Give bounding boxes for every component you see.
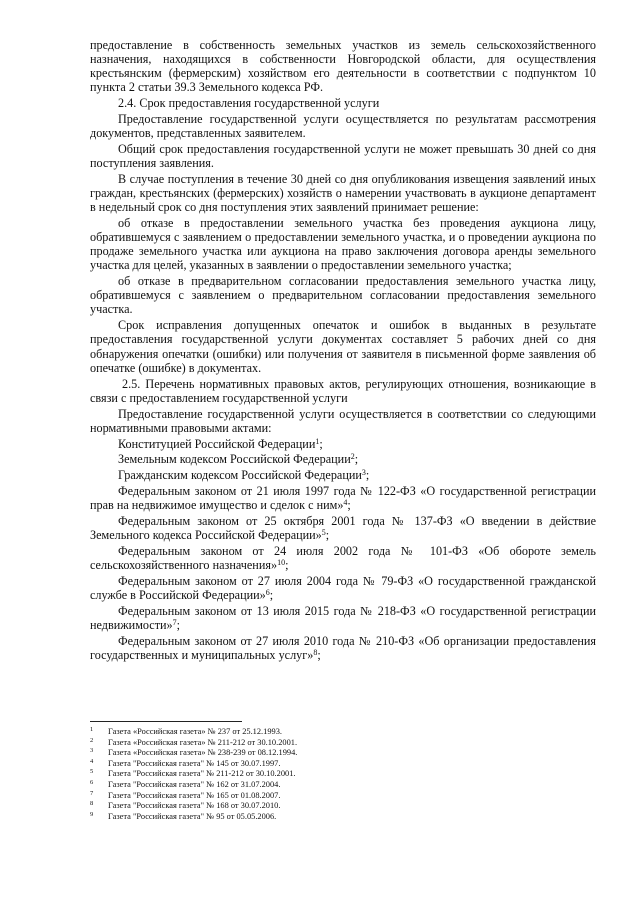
footnote-ref[interactable]: 8 <box>313 648 318 658</box>
footnote-ref[interactable]: 3 <box>361 468 366 478</box>
footnote <box>90 801 420 812</box>
legal-act-item: Гражданским кодексом Российской Федерации$^3$; <box>118 468 370 483</box>
legal-act-item: Конституцией Российской Федерации$^1$; <box>118 436 323 451</box>
section-heading: 2.5. Перечень нормативных правовых актов, регулирующих отношения, возникающие в связи с предоставлением государственной услуги <box>90 376 596 405</box>
footnote-ref[interactable]: 6 <box>265 588 270 598</box>
legal-act-item: Федеральным законом от 27 июля 2004 года № 79-ФЗ «О государственной гражданской службе в Российской Федерации»$^6$; <box>90 574 596 603</box>
footnote-number: 9 <box>90 810 94 818</box>
footnote <box>90 780 420 791</box>
footnote-number: 2 <box>90 736 94 744</box>
paragraph: Предоставление государственной услуги осуществляется в соответствии со следующими нормативными правовыми актами: <box>90 406 596 435</box>
paragraph: Предоставление государственной услуги осуществляется по результатам рассмотрения документов, представленных заявителем. <box>90 112 596 141</box>
footnote-ref[interactable]: 5 <box>321 528 326 538</box>
legal-act-item: Земельным кодексом Российской Федерации$^2$; <box>118 452 359 467</box>
footnote-text: Газета «Российская газета» № 237 от 25.12.1993. <box>108 727 282 736</box>
footnote-text: Газета "Российская газета" № 95 от 05.05.2006. <box>108 811 277 821</box>
legal-act-item: Федеральным законом от 13 июля 2015 года № 218-ФЗ «О государственной регистрации недвижимости»$^7$; <box>90 604 596 633</box>
footnote <box>90 812 420 823</box>
footnote-text: Газета "Российская газета" № 165 от 01.08.2007. <box>108 790 281 800</box>
footnote <box>90 727 420 738</box>
footnote-text: Газета "Российская газета" № 168 от 30.07.2010. <box>108 801 281 811</box>
legal-act-item: Федеральным законом от 21 июля 1997 года № 122-ФЗ «О государственной регистрации прав на недвижимое имущество и сделок с ним»$^4$; <box>90 484 596 513</box>
legal-act-item: Федеральным законом от 25 октября 2001 года № 137-ФЗ «О введении в действие Земельного кодекса Российской Федерации»$^5$; <box>90 514 596 543</box>
paragraph: Срок исправления допущенных опечаток и ошибок в выданных в результате предоставления государственной услуги документах составляет 5 рабочих дней со дня обнаружения опечатки (ошибки) или получения от заявителя в письменной форме заявления об опечатке (ошибке) в документах. <box>90 318 596 375</box>
footnote-ref[interactable]: 4 <box>343 498 348 508</box>
footnote-ref[interactable]: 1 <box>315 436 320 446</box>
footnote <box>90 791 420 802</box>
footnote-ref[interactable]: 7 <box>172 618 177 628</box>
footnote-number: 1 <box>90 726 94 733</box>
footnote <box>90 748 420 759</box>
list-item: об отказе в предоставлении земельного участка без проведения аукциона лицу, обратившемуся с заявлением о предоставлении земельного участка, и о проведении аукциона по продаже земельного участка или аукциона на право заключения договора аренды земельного участка для целей, указанных в заявлении о предоставлении земельного участка; <box>90 216 596 273</box>
footnote-number: 6 <box>90 778 94 786</box>
document-body <box>90 38 596 664</box>
footnotes-list <box>90 727 420 822</box>
footnote <box>90 759 420 770</box>
footnote-text: Газета «Российская газета» № 238-239 от 08.12.1994. <box>108 748 298 758</box>
footnote-number: 3 <box>90 747 94 755</box>
paragraph: предоставление в собственность земельных участков из земель сельскохозяйственного назначения, находящихся в собственности Новгородской области, для осуществления крестьянским (фермерским) хозяйством его деятельности в соответствии с подпунктом 10 пункта 2 статьи 39.3 Земельного кодекса РФ. <box>90 38 596 95</box>
footnote-number: 5 <box>90 768 94 776</box>
footnote-ref[interactable]: 10 <box>277 558 286 568</box>
legal-act-item: Федеральным законом от 27 июля 2010 года № 210-ФЗ «Об организации предоставления государственных и муниципальных услуг»$^8$; <box>90 634 596 663</box>
list-item: об отказе в предварительном согласовании предоставления земельного участка лицу, обратившемуся с заявлением о предварительном согласовании предоставления земельного участка. <box>90 274 596 317</box>
section-heading: 2.4. Срок предоставления государственной услуги <box>118 96 380 111</box>
footnote-text: Газета "Российская газета" № 145 от 30.07.1997. <box>108 758 281 768</box>
footnote-ref[interactable]: 2 <box>350 452 355 462</box>
paragraph: Общий срок предоставления государственной услуги не может превышать 30 дней со дня поступления заявления. <box>90 142 596 171</box>
footnote-number: 7 <box>90 789 94 797</box>
legal-act-item: Федеральным законом от 24 июля 2002 года № 101-ФЗ «Об обороте земель сельскохозяйственного назначения»$^{10}$; <box>90 544 596 573</box>
footnote-number: 8 <box>90 800 94 808</box>
footnote-text: Газета «Российская газета» № 211-212 от 30.10.2001. <box>108 737 298 747</box>
footnote-text: Газета "Российская газета" № 162 от 31.07.2004. <box>108 779 281 789</box>
paragraph: В случае поступления в течение 30 дней со дня опубликования извещения заявлений иных граждан, крестьянских (фермерских) хозяйств о намерении участвовать в аукционе департамент в недельный срок со дня поступления этих заявлений принимает решение: <box>90 172 596 215</box>
footnote <box>90 738 420 749</box>
footnote-text: Газета "Российская газета" № 211-212 от 30.10.2001. <box>108 769 296 779</box>
footnote <box>90 769 420 780</box>
footnote-separator <box>90 721 242 722</box>
footnote-number: 4 <box>90 757 94 765</box>
